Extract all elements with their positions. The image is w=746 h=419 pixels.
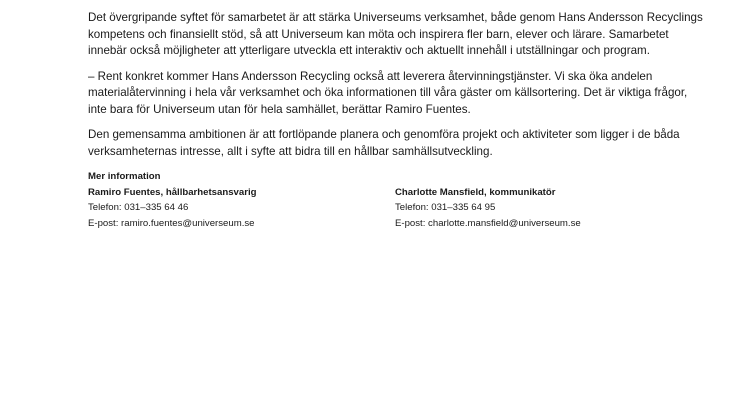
contact-heading: Mer information (88, 171, 161, 182)
contact-person-2 (395, 185, 702, 232)
paragraph-ambition: Den gemensamma ambitionen är att fortlöpande planera och genomföra projekt och aktiviteter som ligger i de båda verksamheternas intresse, allt i syfte att bidra till en hållbar samhällsutveckling. (88, 128, 680, 158)
contact-person-1 (88, 185, 395, 232)
document-page (88, 10, 708, 231)
contact-phone: Telefon: 031–335 64 46 (88, 202, 189, 213)
contact-email: E-post: ramiro.fuentes@universeum.se (88, 217, 255, 229)
contact-name: Ramiro Fuentes, hållbarhetsansvarig (88, 186, 257, 198)
contact-phone: Telefon: 031–335 64 95 (395, 202, 496, 213)
contact-columns (88, 185, 708, 232)
contact-name: Charlotte Mansfield, kommunikatör (395, 186, 556, 198)
contact-email: E-post: charlotte.mansfield@universeum.se (395, 217, 581, 229)
contact-section (88, 169, 708, 231)
paragraph-quote: – Rent konkret kommer Hans Andersson Recycling också att leverera återvinningstjänster. Vi ska öka andelen materialåtervinning i hela vår verksamhet och öka informationen till våra gäster om källsortering. Det är viktiga frågor, inte bara för Universeum utan för hela samhället, berättar Ramiro Fuentes. (88, 69, 688, 116)
paragraph-purpose: Det övergripande syftet för samarbetet är att stärka Universeums verksamhet, både genom Hans Andersson Recyclings kompetens och finansiellt stöd, så att Universeum kan möta och inspirera fler barn, elever och lärare. Samarbetet innebär också möjligheter att ytterligare utveckla ett interaktiv och aktuellt innehåll i utställningar och program. (88, 11, 703, 57)
